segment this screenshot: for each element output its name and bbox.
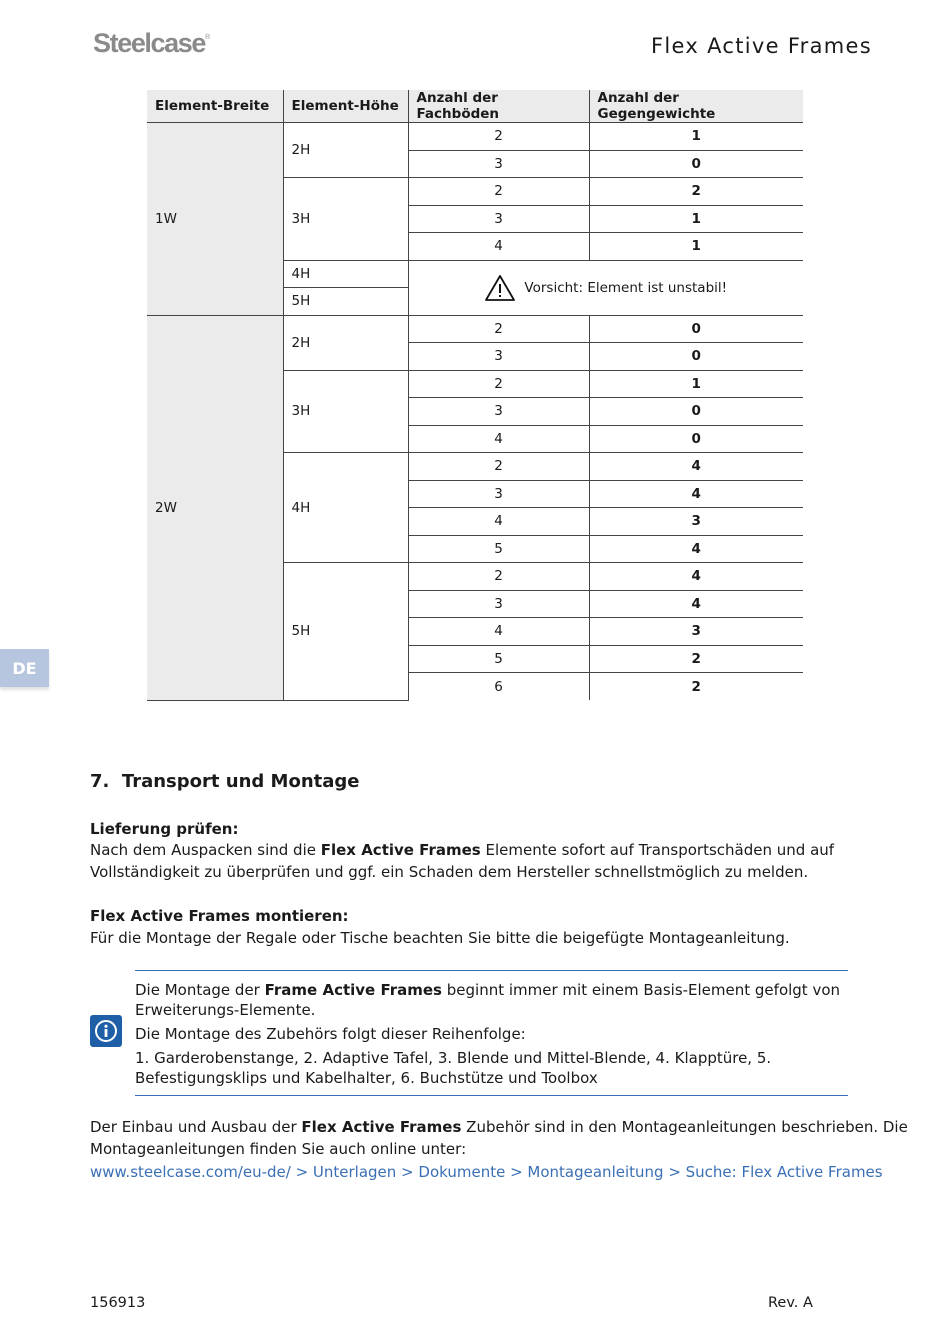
shelf-count-cell: 6 <box>408 673 589 701</box>
shelf-count-cell: 3 <box>408 205 589 233</box>
note-accessory-list: 1. Garderobenstange, 2. Adaptive Tafel, 3. Blende und Mittel-Blende, 4. Klapptüre, 5. Befestigungsklips und Kabelhalter, 6. Buchstütze und Toolbox <box>135 1049 772 1087</box>
mount-heading: Flex Active Frames montieren: <box>90 907 349 925</box>
mount-text: Für die Montage der Regale oder Tische beachten Sie bitte die beigefügte Montageanleitung. <box>90 929 790 947</box>
counterweight-count-cell: 4 <box>589 535 803 563</box>
element-width-cell: 1W <box>147 123 283 316</box>
counterweight-count-cell: 0 <box>589 315 803 343</box>
counterweight-count-cell: 0 <box>589 150 803 178</box>
element-height-cell: 3H <box>283 370 408 453</box>
shelf-counterweight-table <box>147 90 803 701</box>
counterweight-count-cell: 3 <box>589 508 803 536</box>
instability-warning <box>417 274 796 302</box>
shelf-count-cell: 3 <box>408 590 589 618</box>
element-height-cell: 5H <box>283 288 408 316</box>
counterweight-count-cell: 1 <box>589 233 803 261</box>
assembly-instructions-link[interactable]: www.steelcase.com/eu-de/ > Unterlagen > Dokumente > Montageanleitung > Suche: Flex Active Frames <box>90 1163 883 1181</box>
language-tab[interactable]: DE <box>0 649 49 687</box>
shelf-count-cell: 4 <box>408 233 589 261</box>
counterweight-count-cell: 2 <box>589 645 803 673</box>
note-accessory-intro: Die Montage des Zubehörs folgt dieser Reihenfolge: <box>135 1025 526 1043</box>
shelf-count-cell: 2 <box>408 315 589 343</box>
table-row <box>147 123 803 151</box>
instability-warning-cell <box>408 260 803 315</box>
shelf-count-cell: 5 <box>408 535 589 563</box>
shelf-count-cell: 2 <box>408 453 589 481</box>
section-heading: 7. Transport und Montage <box>90 771 360 792</box>
shelf-count-cell: 4 <box>408 425 589 453</box>
counterweight-count-cell: 4 <box>589 453 803 481</box>
counterweight-count-cell: 1 <box>589 370 803 398</box>
counterweight-count-cell: 4 <box>589 480 803 508</box>
shelf-count-cell: 4 <box>408 618 589 646</box>
element-width-cell: 2W <box>147 315 283 700</box>
table-row <box>147 315 803 343</box>
warning-text: Vorsicht: Element ist unstabil! <box>524 279 728 296</box>
shelf-count-cell: 3 <box>408 480 589 508</box>
shelf-count-cell: 2 <box>408 178 589 206</box>
counterweight-count-cell: 0 <box>589 425 803 453</box>
counterweight-count-cell: 3 <box>589 618 803 646</box>
header-counterweight-count: Anzahl der Gegengewichte <box>589 90 803 123</box>
shelf-count-cell: 2 <box>408 370 589 398</box>
warning-icon <box>484 274 516 302</box>
counterweight-count-cell: 4 <box>589 590 803 618</box>
shelf-count-cell: 3 <box>408 150 589 178</box>
element-height-cell: 3H <box>283 178 408 261</box>
shelf-count-cell: 3 <box>408 398 589 426</box>
element-height-cell: 2H <box>283 123 408 178</box>
shelf-count-cell: 4 <box>408 508 589 536</box>
shelf-count-cell: 5 <box>408 645 589 673</box>
element-height-cell: 4H <box>283 260 408 288</box>
shelf-count-cell: 3 <box>408 343 589 371</box>
assembly-note <box>135 970 848 1096</box>
counterweight-count-cell: 0 <box>589 343 803 371</box>
counterweight-count-cell: 1 <box>589 123 803 151</box>
counterweight-count-cell: 2 <box>589 673 803 701</box>
header-element-width: Element-Breite <box>147 90 283 123</box>
delivery-text: Nach dem Auspacken sind die Flex Active Frames Elemente sofort auf Transportschäden und auf Vollständigkeit zu überprüfen und ggf. ein Schaden dem Hersteller schnellstmöglich zu melden. <box>90 841 835 881</box>
counterweight-count-cell: 2 <box>589 178 803 206</box>
shelf-count-cell: 2 <box>408 563 589 591</box>
counterweight-count-cell: 1 <box>589 205 803 233</box>
counterweight-count-cell: 0 <box>589 398 803 426</box>
revision-label: Rev. A <box>768 1295 813 1311</box>
header-shelf-count: Anzahl der Fachböden <box>408 90 589 123</box>
info-icon <box>90 1015 122 1047</box>
element-height-cell: 4H <box>283 453 408 563</box>
shelf-count-cell: 2 <box>408 123 589 151</box>
element-height-cell: 5H <box>283 563 408 701</box>
counterweight-count-cell: 4 <box>589 563 803 591</box>
install-text: Der Einbau und Ausbau der Flex Active Frames Zubehör sind in den Montageanleitungen beschrieben. Die Montageanleitungen finden Sie auch online unter: <box>90 1118 908 1158</box>
note-order-text: Die Montage der Frame Active Frames beginnt immer mit einem Basis-Element gefolgt von Erweiterungs-Elemente. <box>135 981 841 1019</box>
table-header-row <box>147 90 803 123</box>
delivery-heading: Lieferung prüfen: <box>90 820 239 838</box>
header-element-height: Element-Höhe <box>283 90 408 123</box>
steelcase-logo: Steelcase® <box>93 28 211 58</box>
element-height-cell: 2H <box>283 315 408 370</box>
document-title: Flex Active Frames <box>651 34 872 58</box>
document-number: 156913 <box>90 1295 146 1311</box>
